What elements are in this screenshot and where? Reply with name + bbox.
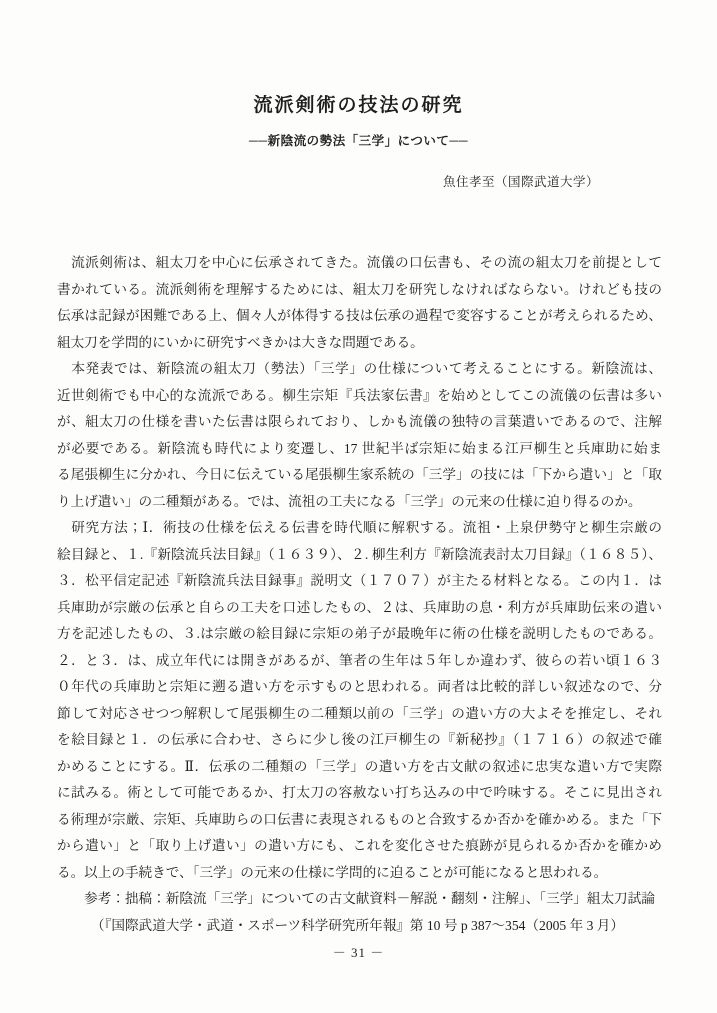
text-line: 節して対応させつつ解釈して尾張柳生の二種類以前の「三学」の遣い方の大よそを推定し、それ [57, 705, 662, 721]
text-line: 伝承は記録が困難である上、個々人が体得する技は伝承の過程で変容することが考えられるため、 [57, 308, 662, 323]
text-line: 書かれている。流派剣術を理解するためには、組太刀を研究しなければならない。けれども技の [57, 281, 662, 297]
text-line: ２．と３．は、成立年代には開きがあるが、筆者の生年は５年しか違わず、彼らの若い頃１６３ [57, 652, 662, 668]
text-line: が、組太刀の仕様を書いた伝書は限られており、しかも流儀の独特の言葉遣いであるので、注解 [57, 414, 662, 429]
text-line: が必要である。新陰流も時代により変遷し、17 世紀半ば宗矩に始まる江戸柳生と兵庫助に始ま [57, 440, 662, 456]
page-number: － 31 － [332, 945, 385, 960]
text-line: ０年代の兵庫助と宗矩に遡る遣い方を示すものと思われる。両者は比較的詳しい叙述なので、分 [57, 679, 662, 694]
text-line: 研究方法；Ⅰ．術技の仕様を伝える伝書を時代順に解釈する。流祖・上泉伊勢守と柳生宗厳の [57, 520, 662, 535]
text-line: 組太刀を学問的にいかに研究すべきかは大きな問題である。 [57, 334, 424, 350]
text-line: （『国際武道大学・武道・スポーツ科学研究所年報』第 10 号 p 387～354（2005 年 3 月） [57, 917, 624, 933]
text-line: 本発表では、新陰流の組太刀（勢法）「三学」の仕様について考えることにする。新陰流は、 [57, 361, 662, 376]
text-line: 絵目録と、１.『新陰流兵法目録』（１６３９）、２. 柳生利方『新陰流表討太刀目録』（１６８５）、 [57, 546, 662, 562]
text-line: る尾張柳生に分かれ、今日に伝えている尾張柳生家系統の「三学」の技には「下から遣い」と「取 [57, 467, 662, 482]
author-affiliation: 魚住孝至（国際武道大学） [442, 175, 599, 189]
text-line: 兵庫助が宗厳の伝承と自らの工夫を口述したもの、２は、兵庫助の息・利方が兵庫助伝来の遣い [57, 599, 662, 615]
text-line: る術理が宗厳、宗矩、兵庫助らの口伝書に表現されるものと合致するか否かを確かめる。また「下 [57, 811, 662, 827]
text-line: に試みる。術として可能であるか、打太刀の容赦ない打ち込みの中で吟味する。そこに見出され [57, 785, 662, 800]
text-line: かめることにする。Ⅱ．伝承の二種類の「三学」の遣い方を古文献の叙述に忠実な遣い方で実際 [57, 758, 662, 774]
text-line: 近世剣術でも中心的な流派である。柳生宗矩『兵法家伝書』を始めとしてこの流儀の伝書は多い [57, 387, 662, 403]
text-line: から遣い」と「取り上げ遣い」の遣い方にも、これを変化させた痕跡が見られるか否かを確かめ [57, 838, 662, 853]
paper-title: 流派剣術の技法の研究 [253, 95, 464, 116]
abstract-body [57, 250, 662, 939]
text-line: 流派剣術は、組太刀を中心に伝承されてきた。流儀の口伝書も、その流の組太刀を前提として [57, 255, 662, 270]
text-line: 方を記述したもの、３.は宗厳の絵目録に宗矩の弟子が最晩年に術の仕様を説明したものである。 [57, 626, 662, 641]
text-line: を絵目録と１．の伝承に合わせ、さらに少し後の江戸柳生の『新秘抄』（１７１６）の叙述で確 [57, 732, 662, 747]
text-line: 参考：拙稿：新陰流「三学」についての古文献資料－解説・翻刻・注解」、「三学」組太刀試論 [57, 891, 655, 906]
text-line: る。以上の手続きで、「三学」の元来の仕様に学問的に迫ることが可能になると思われる。 [57, 864, 608, 880]
text-line: り上げ遣い」の二種類がある。では、流祖の工夫になる「三学」の元来の仕様に迫り得るのか。 [57, 493, 642, 509]
text-line: ３．松平信定記述『新陰流兵法目録事』説明文（１７０７）が主たる材料となる。この内１．は [57, 573, 662, 588]
paper-subtitle: ──新陰流の勢法「三学」について── [248, 134, 469, 148]
